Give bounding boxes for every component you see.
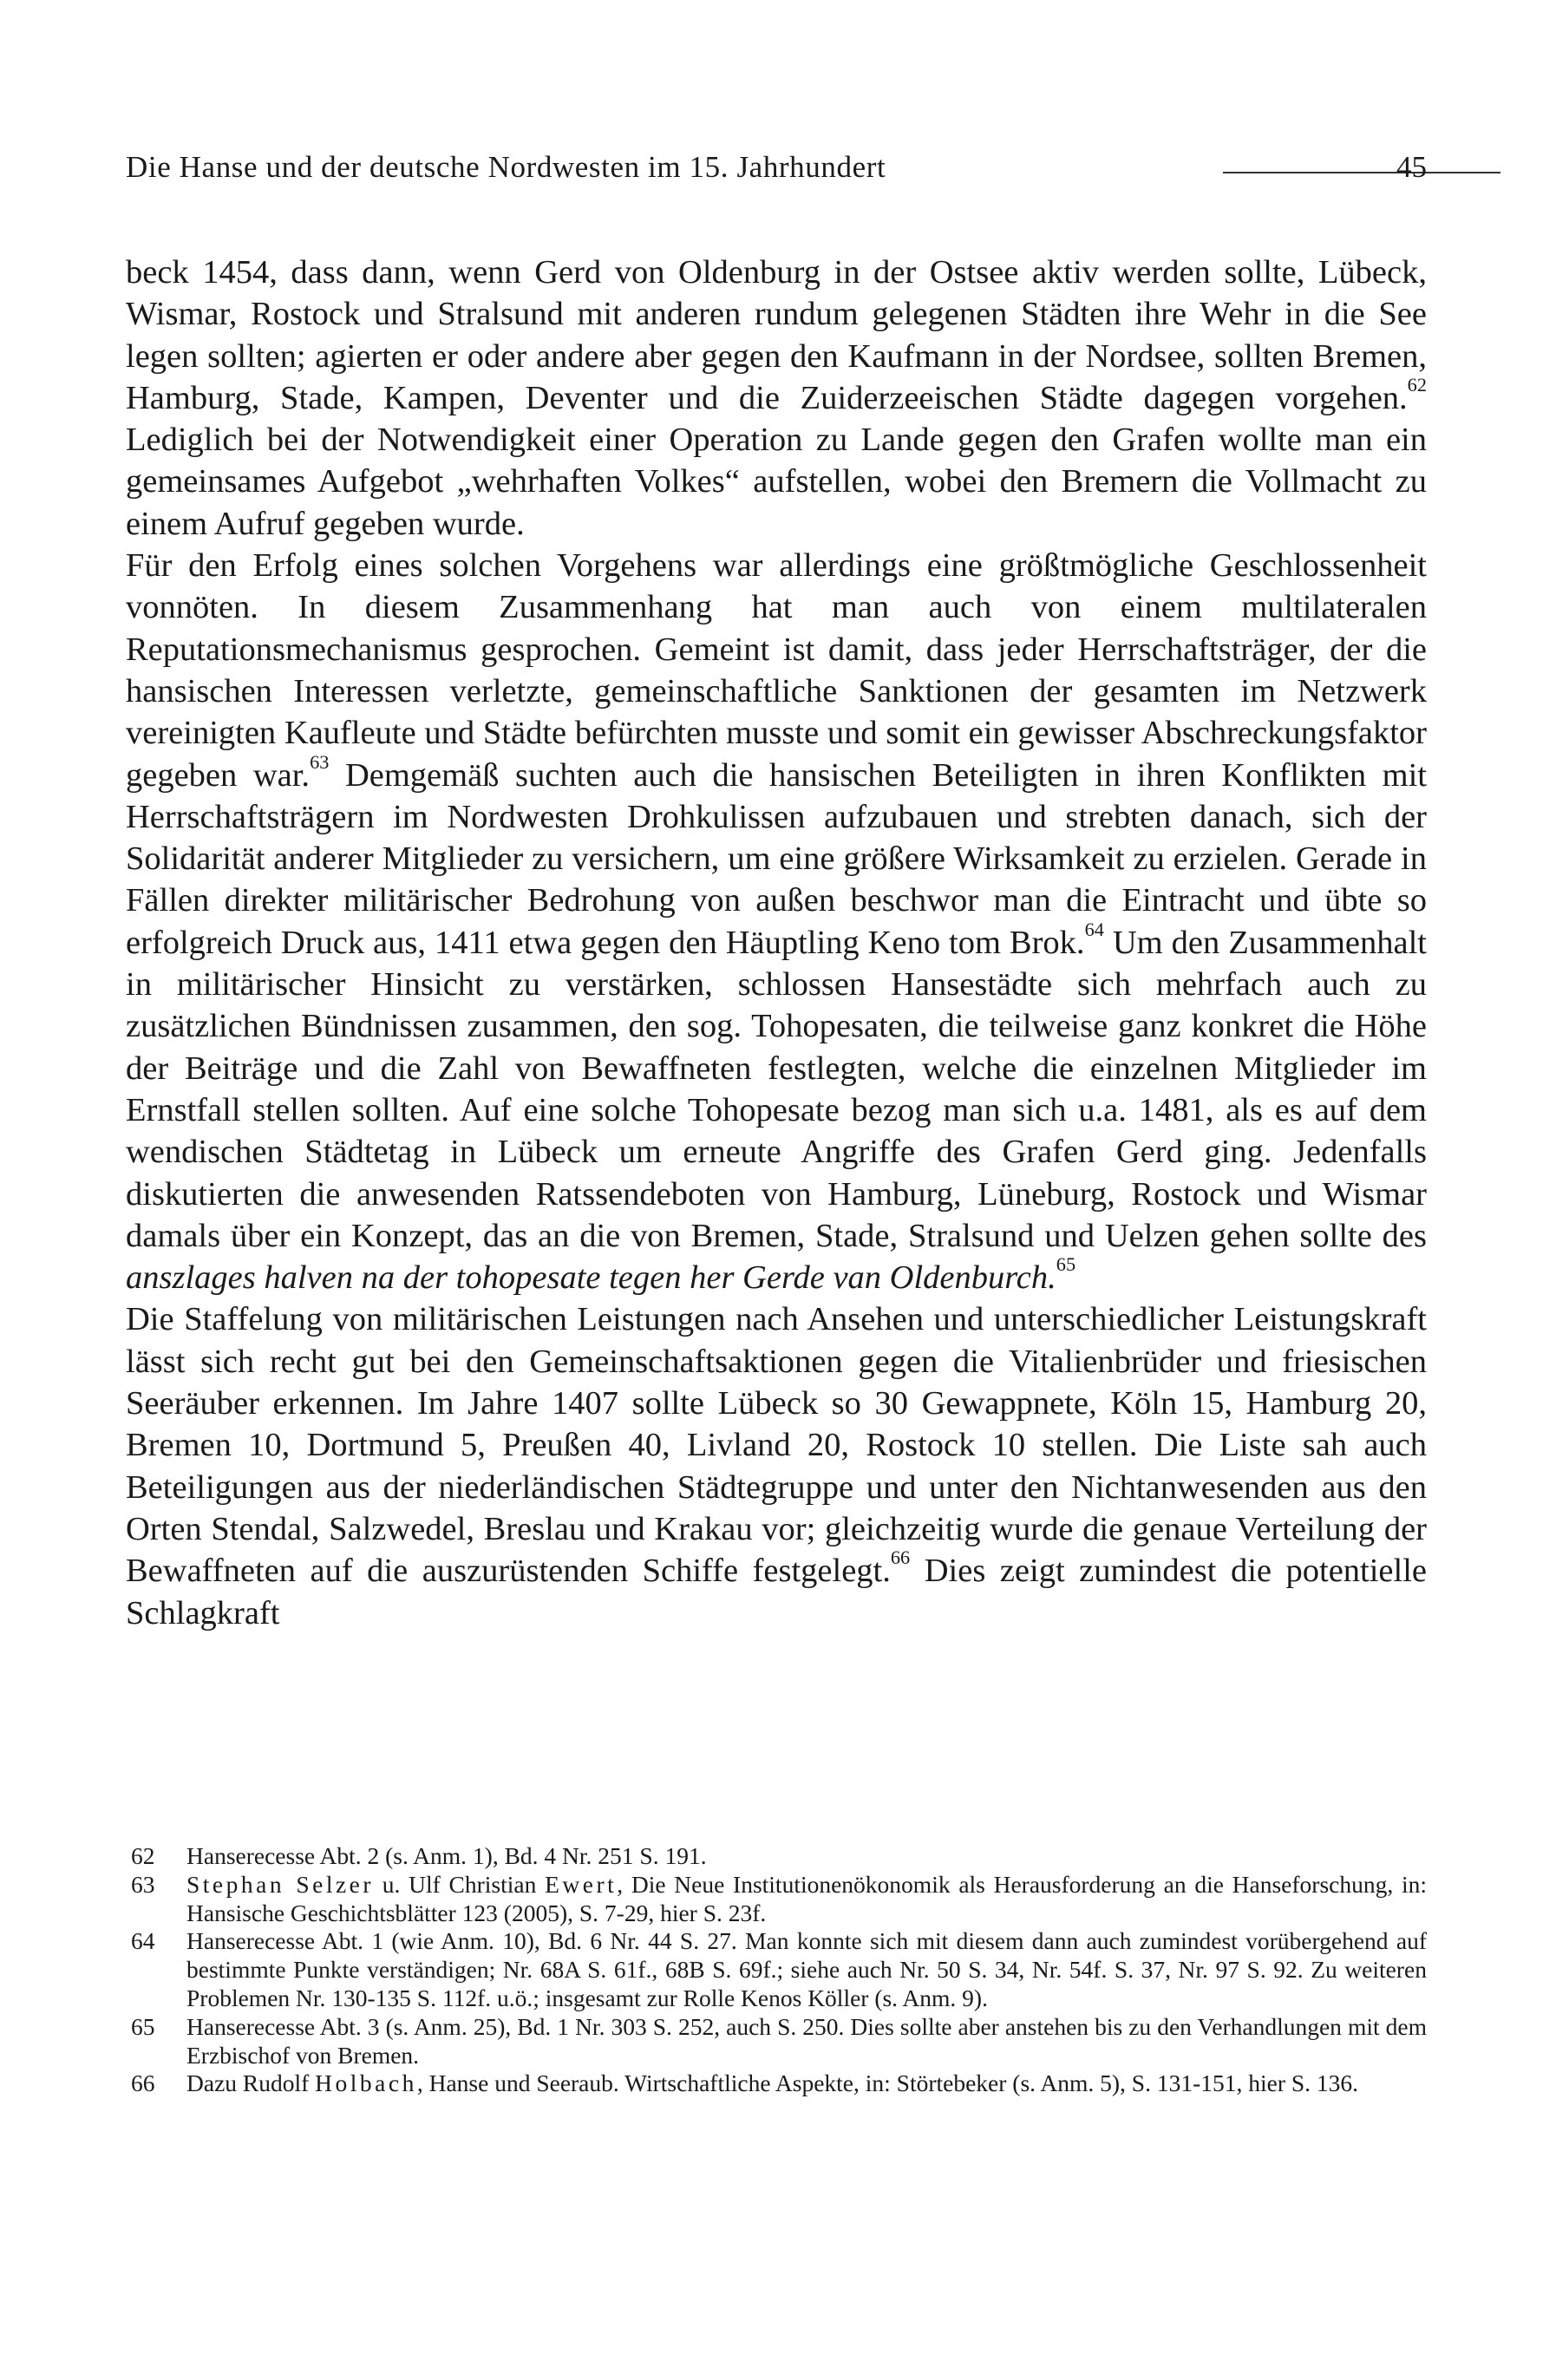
paragraph-text: Um den Zusammenhalt in militärischer Hinsicht zu verstärken, schlossen Hansestädte sich mehrfach auch zu zusätzlichen Bündnissen zusammen, den sog. Tohopesaten, die teilweise ganz konkret die Höhe der Beiträge und die Zahl von Bewaffneten festlegten, welche die einzelnen Mitglieder im Ernstfall stellen sollten. Auf eine solche Tohopesate bezog man sich u.a. 1481, als es auf dem wendischen Städtetag in Lübeck um erneute Angriffe des Grafen Gerd ging. Jedenfalls diskutierten die anwesenden Ratssendeboten von Hamburg, Lüneburg, Rostock und Wismar damals über ein Konzept, das an die von Bremen, Stade, Stralsund und Uelzen gehen sollte des	[126, 924, 1427, 1254]
footnote-ref-63[interactable]: 63	[310, 750, 330, 773]
footnote-65	[126, 2013, 1427, 2070]
footnote-62	[126, 1842, 1427, 1871]
paragraph-text: Lediglich bei der Notwendigkeit einer Operation zu Lande gegen den Grafen wollte man ein gemeinsames Aufgebot „wehrhaften Volkes“ aufstellen, wobei den Bremern die Vollmacht zu einem Aufruf gegeben wurde.	[126, 422, 1427, 542]
footnote-text: Hanserecesse Abt. 1 (wie Anm. 10), Bd. 6 Nr. 44 S. 27. Man konnte sich mit diesem dann auch zumindest vorübergehend auf bestimmte Punkte verständigen; Nr. 68A S. 61f., 68B S. 69f.; siehe auch Nr. 50 S. 34, Nr. 54f. S. 37, Nr. 97 S. 92. Zu weiteren Problemen Nr. 130-135 S. 112f. u.ö.; insgesamt zur Rolle Kenos Köller (s. Anm. 9).	[186, 1927, 1427, 2011]
footnote-text: Hanserecesse Abt. 3 (s. Anm. 25), Bd. 1 Nr. 303 S. 252, auch S. 250. Dies sollte aber anstehen bis zu den Verhandlungen mit dem Erzbischof von Bremen.	[186, 2012, 1427, 2069]
quotation: anszlages halven na der tohopesate tegen her Gerde van Oldenburch.	[126, 1259, 1056, 1297]
footnote-text: Dazu Rudolf	[186, 2069, 316, 2097]
footnote-63	[126, 1871, 1427, 1928]
footnote-ref-66[interactable]: 66	[890, 1546, 911, 1569]
paragraph-text: Für den Erfolg eines solchen Vorgehens war allerdings eine größtmögliche Geschlossenheit vonnöten. In diesem Zusammenhang hat man auch von einem multilateralen Reputationsmechanismus gesprochen. Gemeint ist damit, dass jeder Herrschaftsträger, der die hansischen Interessen verletzte, gemeinschaftliche Sanktionen der gesamten im Netzwerk vereinigten Kaufleute und Städte befürchten musste und somit ein gewisser Abschreckungsfaktor gegeben war.	[126, 547, 1427, 794]
footnote-64	[126, 1927, 1427, 2012]
footnote-ref-64[interactable]: 64	[1084, 918, 1104, 940]
paragraph-text: Dies zeigt zumindest die potentielle Schlagkraft	[126, 1553, 1427, 1631]
page-header	[126, 146, 1427, 189]
author-name: Holbach	[315, 2069, 417, 2097]
paragraph-1	[126, 252, 1427, 545]
author-name: Ewert	[545, 1870, 618, 1898]
footnote-number: 66	[131, 2069, 155, 2097]
paragraph-3	[126, 1298, 1427, 1633]
author-name: Stephan Selzer	[186, 1870, 375, 1898]
footnote-ref-62[interactable]: 62	[1407, 373, 1427, 396]
footnote-text: , Die Neue Institutionenökonomik als Herausforderung an die Hanseforschung, in: Hansische Geschichtsblätter 123 (2005), S. 7-29, hier S. 23f.	[186, 1870, 1427, 1926]
footnote-ref-65[interactable]: 65	[1056, 1253, 1076, 1276]
paragraph-2	[126, 545, 1427, 1298]
footnote-number: 62	[131, 1842, 155, 1869]
footnote-text: Hanserecesse Abt. 2 (s. Anm. 1), Bd. 4 Nr. 251 S. 191.	[186, 1842, 707, 1869]
footnote-number: 63	[131, 1870, 155, 1898]
footnote-number: 65	[131, 2012, 155, 2040]
paragraph-text: Demgemäß suchten auch die hansischen Beteiligten in ihren Konflikten mit Herrschaftsträgern im Nordwesten Drohkulissen aufzubauen und strebten danach, sich der Solidarität anderer Mitglieder zu versichern, um eine größere Wirksamkeit zu erzielen. Gerade in Fällen direkter militärischer Bedrohung von außen beschwor man die Eintracht und übte so erfolgreich Druck aus, 1411 etwa gegen den Häuptling Keno tom Brok.	[126, 756, 1427, 961]
paragraph-text: Die Staffelung von militärischen Leistungen nach Ansehen und unterschiedlicher Leistungskraft lässt sich recht gut bei den Gemeinschaftsaktionen gegen die Vitalienbrüder und friesischen Seeräuber erkennen. Im Jahre 1407 sollte Lübeck so 30 Gewappnete, Köln 15, Hamburg 20, Bremen 10, Dortmund 5, Preußen 40, Livland 20, Rostock 10 stellen. Die Liste sah auch Beteiligungen aus der niederländischen Städtegruppe und unter den Nichtanwesenden aus den Orten Stendal, Salzwedel, Breslau und Krakau vor; gleichzeitig wurde die genaue Verteilung der Bewaffneten auf die auszurüstenden Schiffe festgelegt.	[126, 1301, 1427, 1590]
footnote-text: , Hanse und Seeraub. Wirtschaftliche Aspekte, in: Störtebeker (s. Anm. 5), S. 131-151, hier S. 136.	[416, 2069, 1359, 2097]
footnote-66	[126, 2069, 1427, 2098]
footnote-text: u. Ulf Christian	[374, 1870, 546, 1898]
page-number: 45	[1396, 150, 1427, 184]
footnote-number: 64	[131, 1927, 155, 1955]
header-rule	[1223, 172, 1500, 173]
body-text	[126, 252, 1427, 1634]
running-title: Die Hanse und der deutsche Nordwesten im 15. Jahrhundert	[126, 150, 886, 184]
paragraph-text: beck 1454, dass dann, wenn Gerd von Oldenburg in der Ostsee aktiv werden sollte, Lübeck, Wismar, Rostock und Stralsund mit anderen rundum gelegenen Städten ihre Wehr in die See legen sollten; agierten er oder andere aber gegen den Kaufmann in der Nordsee, sollten Bremen, Hamburg, Stade, Kampen, Deventer und die Zuiderzeeischen Städte dagegen vorgehen.	[126, 254, 1427, 416]
footnotes	[126, 1842, 1427, 2098]
